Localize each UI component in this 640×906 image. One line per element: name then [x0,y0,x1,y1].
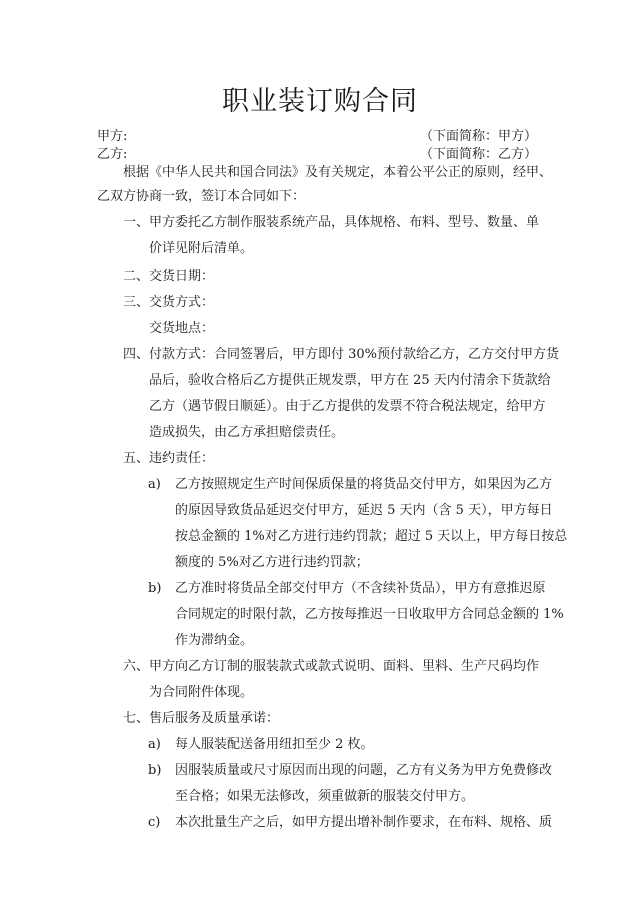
clause-4-line-2: 品后，验收合格后乙方提供正规发票，甲方在 25 天内付清余下货款给 [149,373,551,388]
party-b-alias: （下面简称：乙方） [420,147,538,162]
clause-7a-marker: a) [148,737,161,752]
clause-1-line-1: 一、甲方委托乙方制作服装系统产品，具体规格、布料、型号、数量、单 [123,215,540,230]
clause-1-line-2: 价详见附后清单。 [149,241,254,256]
clause-5a-line-3: 按总金额的 1%对乙方进行违约罚款；超过 5 天以上，甲方每日按总 [175,529,568,544]
clause-3: 三、交货方式： [123,295,215,310]
preamble-line-1: 根据《中华人民共和国合同法》及有关规定，本着公平公正的原则，经甲、 [123,165,553,180]
clause-5a-marker: a) [148,477,161,492]
clause-6-line-1: 六、甲方向乙方订制的服装款式或款式说明、面料、里料、生产尺码均作 [123,659,540,674]
clause-7c-marker: c) [148,815,161,830]
clause-5a-line-1: 乙方按照规定生产时间保质保量的将货品交付甲方，如果因为乙方 [175,477,553,492]
party-b-label: 乙方: [97,147,128,162]
party-a-alias: （下面简称：甲方） [420,129,538,144]
clause-7: 七、售后服务及质量承诺： [123,711,280,726]
clause-2: 二、交货日期： [123,269,215,284]
clause-5a-line-4: 额度的 5%对乙方进行违约罚款； [175,555,369,570]
document-title: 职业装订购合同 [222,86,418,117]
clause-5a-line-2: 的原因导致货品延迟交付甲方，延迟 5 天内（含 5 天），甲方每日 [175,503,553,518]
clause-7b-line-2: 至合格；如果无法修改，须重做新的服装交付甲方。 [175,789,475,804]
clause-5b-line-2: 合同规定的时限付款，乙方按每推迟一日收取甲方合同总金额的 1% [175,607,564,622]
clause-5b-line-1: 乙方准时将货品全部交付甲方（不含续补货品），甲方有意推迟原 [175,581,546,596]
clause-7b-line-1: 因服装质量或尺寸原因而出现的问题，乙方有义务为甲方免费修改 [175,763,553,778]
party-a-label: 甲方: [97,129,128,144]
clause-4-line-1: 四、付款方式：合同签署后，甲方即付 30%预付款给乙方，乙方交付甲方货 [123,347,560,362]
clause-7c-line-1: 本次批量生产之后，如甲方提出增补制作要求，在布料、规格、质 [175,815,553,830]
clause-4-line-3: 乙方（遇节假日顺延）。由于乙方提供的发票不符合税法规定，给甲方 [149,399,546,414]
preamble-line-2: 乙双方协商一致，签订本合同如下： [97,189,306,204]
clause-6-line-2: 为合同附件体现。 [149,685,254,700]
clause-5: 五、违约责任： [123,451,215,466]
clause-5b-marker: b) [148,581,162,596]
clause-3-place: 交货地点： [149,321,215,336]
clause-7b-marker: b) [148,763,162,778]
clause-7a-line-1: 每人服装配送备用纽扣至少 2 枚。 [175,737,374,752]
clause-4-line-4: 造成损失，由乙方承担赔偿责任。 [149,425,345,440]
clause-5b-line-3: 作为滞纳金。 [175,633,254,648]
